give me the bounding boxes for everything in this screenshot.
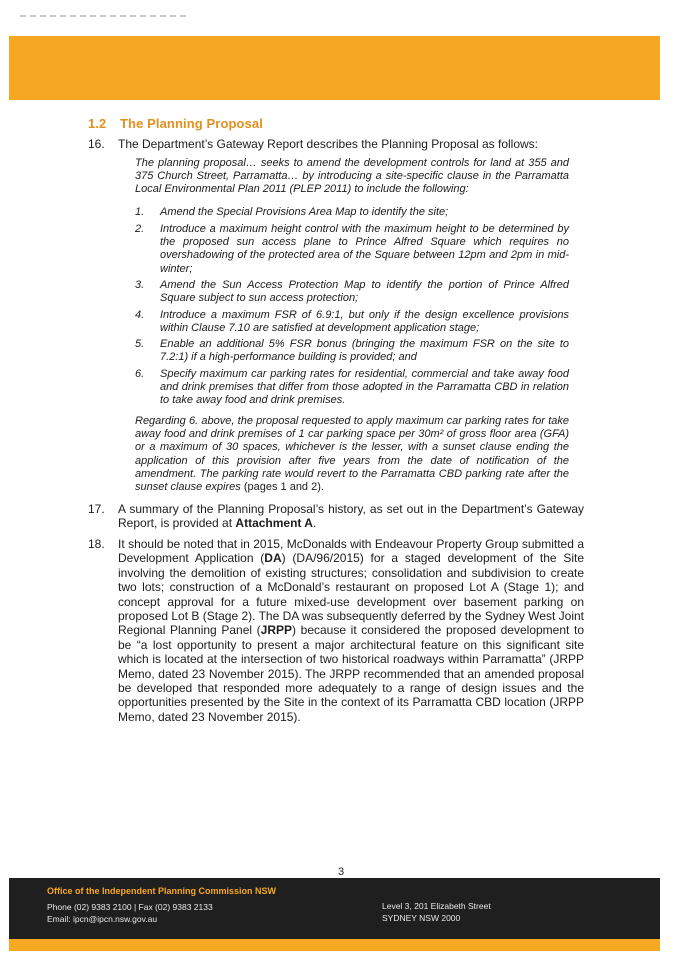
item-number: 6. [135,368,145,380]
item-number: 5. [135,338,145,350]
paragraph-number: 16. [88,137,105,151]
footer-address-line-1: Level 3, 201 Elizabeth Street [382,901,491,911]
list-item [135,279,569,305]
paragraph-text [118,537,584,724]
footer-email: Email: ipcn@ipcn.nsw.gov.au [47,914,158,924]
header-rule [20,15,190,17]
paragraph-number: 17. [88,502,105,516]
text-run: A summary of the Planning Proposal’s history, as set out in the Department’s Gateway Report, is provided at [118,502,584,531]
text-run: . [312,516,317,531]
page-number: 3 [337,866,345,878]
footer-phone: Phone (02) 9383 2100 | Fax (02) 9383 2133 [47,902,213,912]
quote-regarding [135,415,569,494]
list-item [135,309,569,335]
paragraph-number: 18. [88,537,105,551]
list-item [135,368,569,408]
paragraph-text: The Department’s Gateway Report describes the Planning Proposal as follows: [118,137,538,151]
quote-intro: The planning proposal… seeks to amend the development controls for land at 355 and 375 Church Street, Parramatta… by introducing a site-specific clause in the Parramatta Local Environmental Plan 2011 (PLEP 2011) to include the following: [135,157,569,196]
section-number: 1.2 [88,116,107,131]
item-number: 3. [135,279,145,291]
defined-term: JRPP [260,623,293,638]
attachment-reference: Attachment A [235,516,313,531]
item-number: 1. [135,206,145,218]
footer [9,878,660,939]
item-text: Introduce a maximum FSR of 6.9:1, but only if the design excellence provisions within Clause 7.10 are satisfied at development application stage; [160,309,569,335]
quote-pages: (pages 1 and 2). [240,481,324,494]
item-number: 4. [135,309,145,321]
item-text: Amend the Special Provisions Area Map to identify the site; [160,206,449,218]
item-text: Introduce a maximum height control with the maximum height to be determined by the proposed sun access plane to Prince Alfred Square which requires no overshadowing of the protected area of the Square between 12pm and 2pm in mid-winter; [160,223,569,275]
defined-term: DA [264,551,282,566]
text-run: ) (DA/96/2015) for a staged development of the Site involving the demolition of existing structures; consolidation and subdivision to create two lots; construction of a McDonald’s restaurant on proposed Lot A (Stage 1); and concept approval for a future mixed-use development over basement parking on proposed Lot B (Stage 2). The DA was subsequently deferred by the Sydney West Joint Regional Planning Panel ( [118,551,584,638]
item-text: Amend the Sun Access Protection Map to identify the portion of Prince Alfred Square subject to sun access protection; [160,279,569,305]
paragraph-17 [88,502,584,531]
header-banner [9,36,660,100]
footer-office: Office of the Independent Planning Commission NSW [47,886,277,896]
list-item [135,223,569,276]
item-number: 2. [135,223,145,235]
text-run: ) because it considered the proposed development to be “a lost opportunity to present a major architectural feature on this significant site which is located at the intersection of two historical roadways within Parramatta” (JRPP Memo, dated 23 November 2015). The JRPP recommended that an amended proposal be developed that responded more adequately to a range of design issues and the opportunities presented by the Site in the context of its Parramatta CBD location (JRPP Memo, dated 23 November 2015). [118,623,584,724]
list-item [135,338,569,364]
paragraph-18 [88,537,584,724]
footer-address-line-2: SYDNEY NSW 2000 [382,913,461,923]
section-heading [88,116,263,131]
text-run: It should be noted that in 2015, McDonalds with Endeavour Property Group submitted a Development Application ( [118,537,584,566]
paragraph-text [118,502,584,531]
item-text: Enable an additional 5% FSR bonus (bringing the maximum FSR on the site to 7.2:1) if a high-performance building is provided; and [160,338,569,364]
list-item [135,206,569,219]
footer-banner [9,939,660,951]
paragraph-16 [88,137,584,151]
section-title: The Planning Proposal [120,116,263,131]
quote-regarding-text: Regarding 6. above, the proposal requested to apply maximum car parking rates for take away food and drink premises of 1 car parking space per 30m² of gross floor area (GFA) or a maximum of 30 spaces, whichever is the lesser, with a sunset clause ending the application of this provision after five years from the date of notification of the amendment. The parking rate would revert to the Parramatta CBD parking rate after the sunset clause expires [135,415,569,494]
item-text: Specify maximum car parking rates for residential, commercial and take away food and drink premises that differ from those adopted in the Parramatta CBD in relation to take away food and drink premises. [160,368,569,407]
